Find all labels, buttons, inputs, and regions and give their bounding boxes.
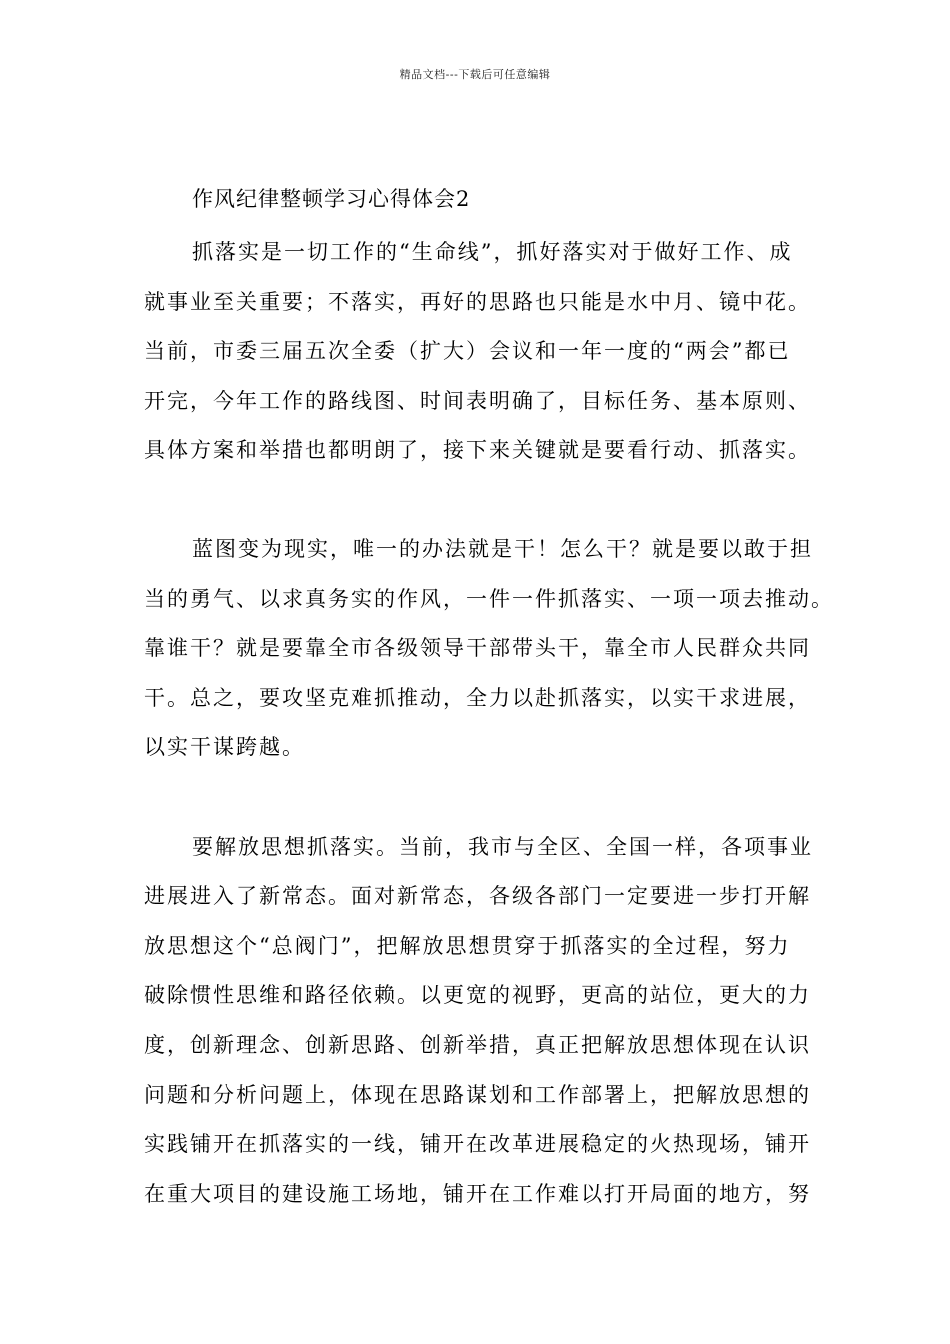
paragraph-line: 靠谁干？就是要靠全市各级领导干部带头干，靠全市人民群众共同	[144, 636, 811, 660]
paragraph-line: 破除惯性思维和路径依赖。以更宽的视野，更高的站位，更大的力	[144, 983, 811, 1007]
paragraph-line: 当的勇气、以求真务实的作风，一件一件抓落实、一项一项去推动。	[144, 587, 834, 611]
paragraph-line: 蓝图变为现实，唯一的办法就是干！怎么干？就是要以敢于担	[192, 537, 813, 561]
paragraph-line: 要解放思想抓落实。当前，我市与全区、全国一样，各项事业	[192, 835, 813, 859]
document-title: 作风纪律整顿学习心得体会2	[192, 187, 471, 211]
paragraph-line: 问题和分析问题上，体现在思路谋划和工作部署上，把解放思想的	[144, 1083, 811, 1107]
paragraph-line: 度，创新理念、创新思路、创新举措，真正把解放思想体现在认识	[144, 1033, 811, 1057]
paragraph-line: 抓落实是一切工作的“生命线”，抓好落实对于做好工作、成	[192, 240, 793, 264]
paragraph-line: 当前，市委三届五次全委（扩大）会议和一年一度的“两会”都已	[144, 339, 791, 363]
paragraph-line: 在重大项目的建设施工场地，铺开在工作难以打开局面的地方，努	[144, 1182, 811, 1206]
paragraph-line: 实践铺开在抓落实的一线，铺开在改革进展稳定的火热现场，铺开	[144, 1132, 811, 1156]
paragraph-line: 进展进入了新常态。面对新常态，各级各部门一定要进一步打开解	[144, 884, 811, 908]
header-note: 精品文档---下载后可任意编辑	[399, 68, 551, 81]
paragraph-line: 具体方案和举措也都明朗了，接下来关键就是要看行动、抓落实。	[144, 438, 811, 462]
paragraph-line: 开完，今年工作的路线图、时间表明确了，目标任务、基本原则、	[144, 389, 811, 413]
paragraph-line: 就事业至关重要；不落实，再好的思路也只能是水中月、镜中花。	[144, 290, 811, 314]
paragraph-line: 以实干谋跨越。	[144, 735, 305, 759]
paragraph-line: 放思想这个“总阀门”，把解放思想贯穿于抓落实的全过程，努力	[144, 934, 791, 958]
paragraph-line: 干。总之，要攻坚克难抓推动，全力以赴抓落实，以实干求进展，	[144, 686, 811, 710]
